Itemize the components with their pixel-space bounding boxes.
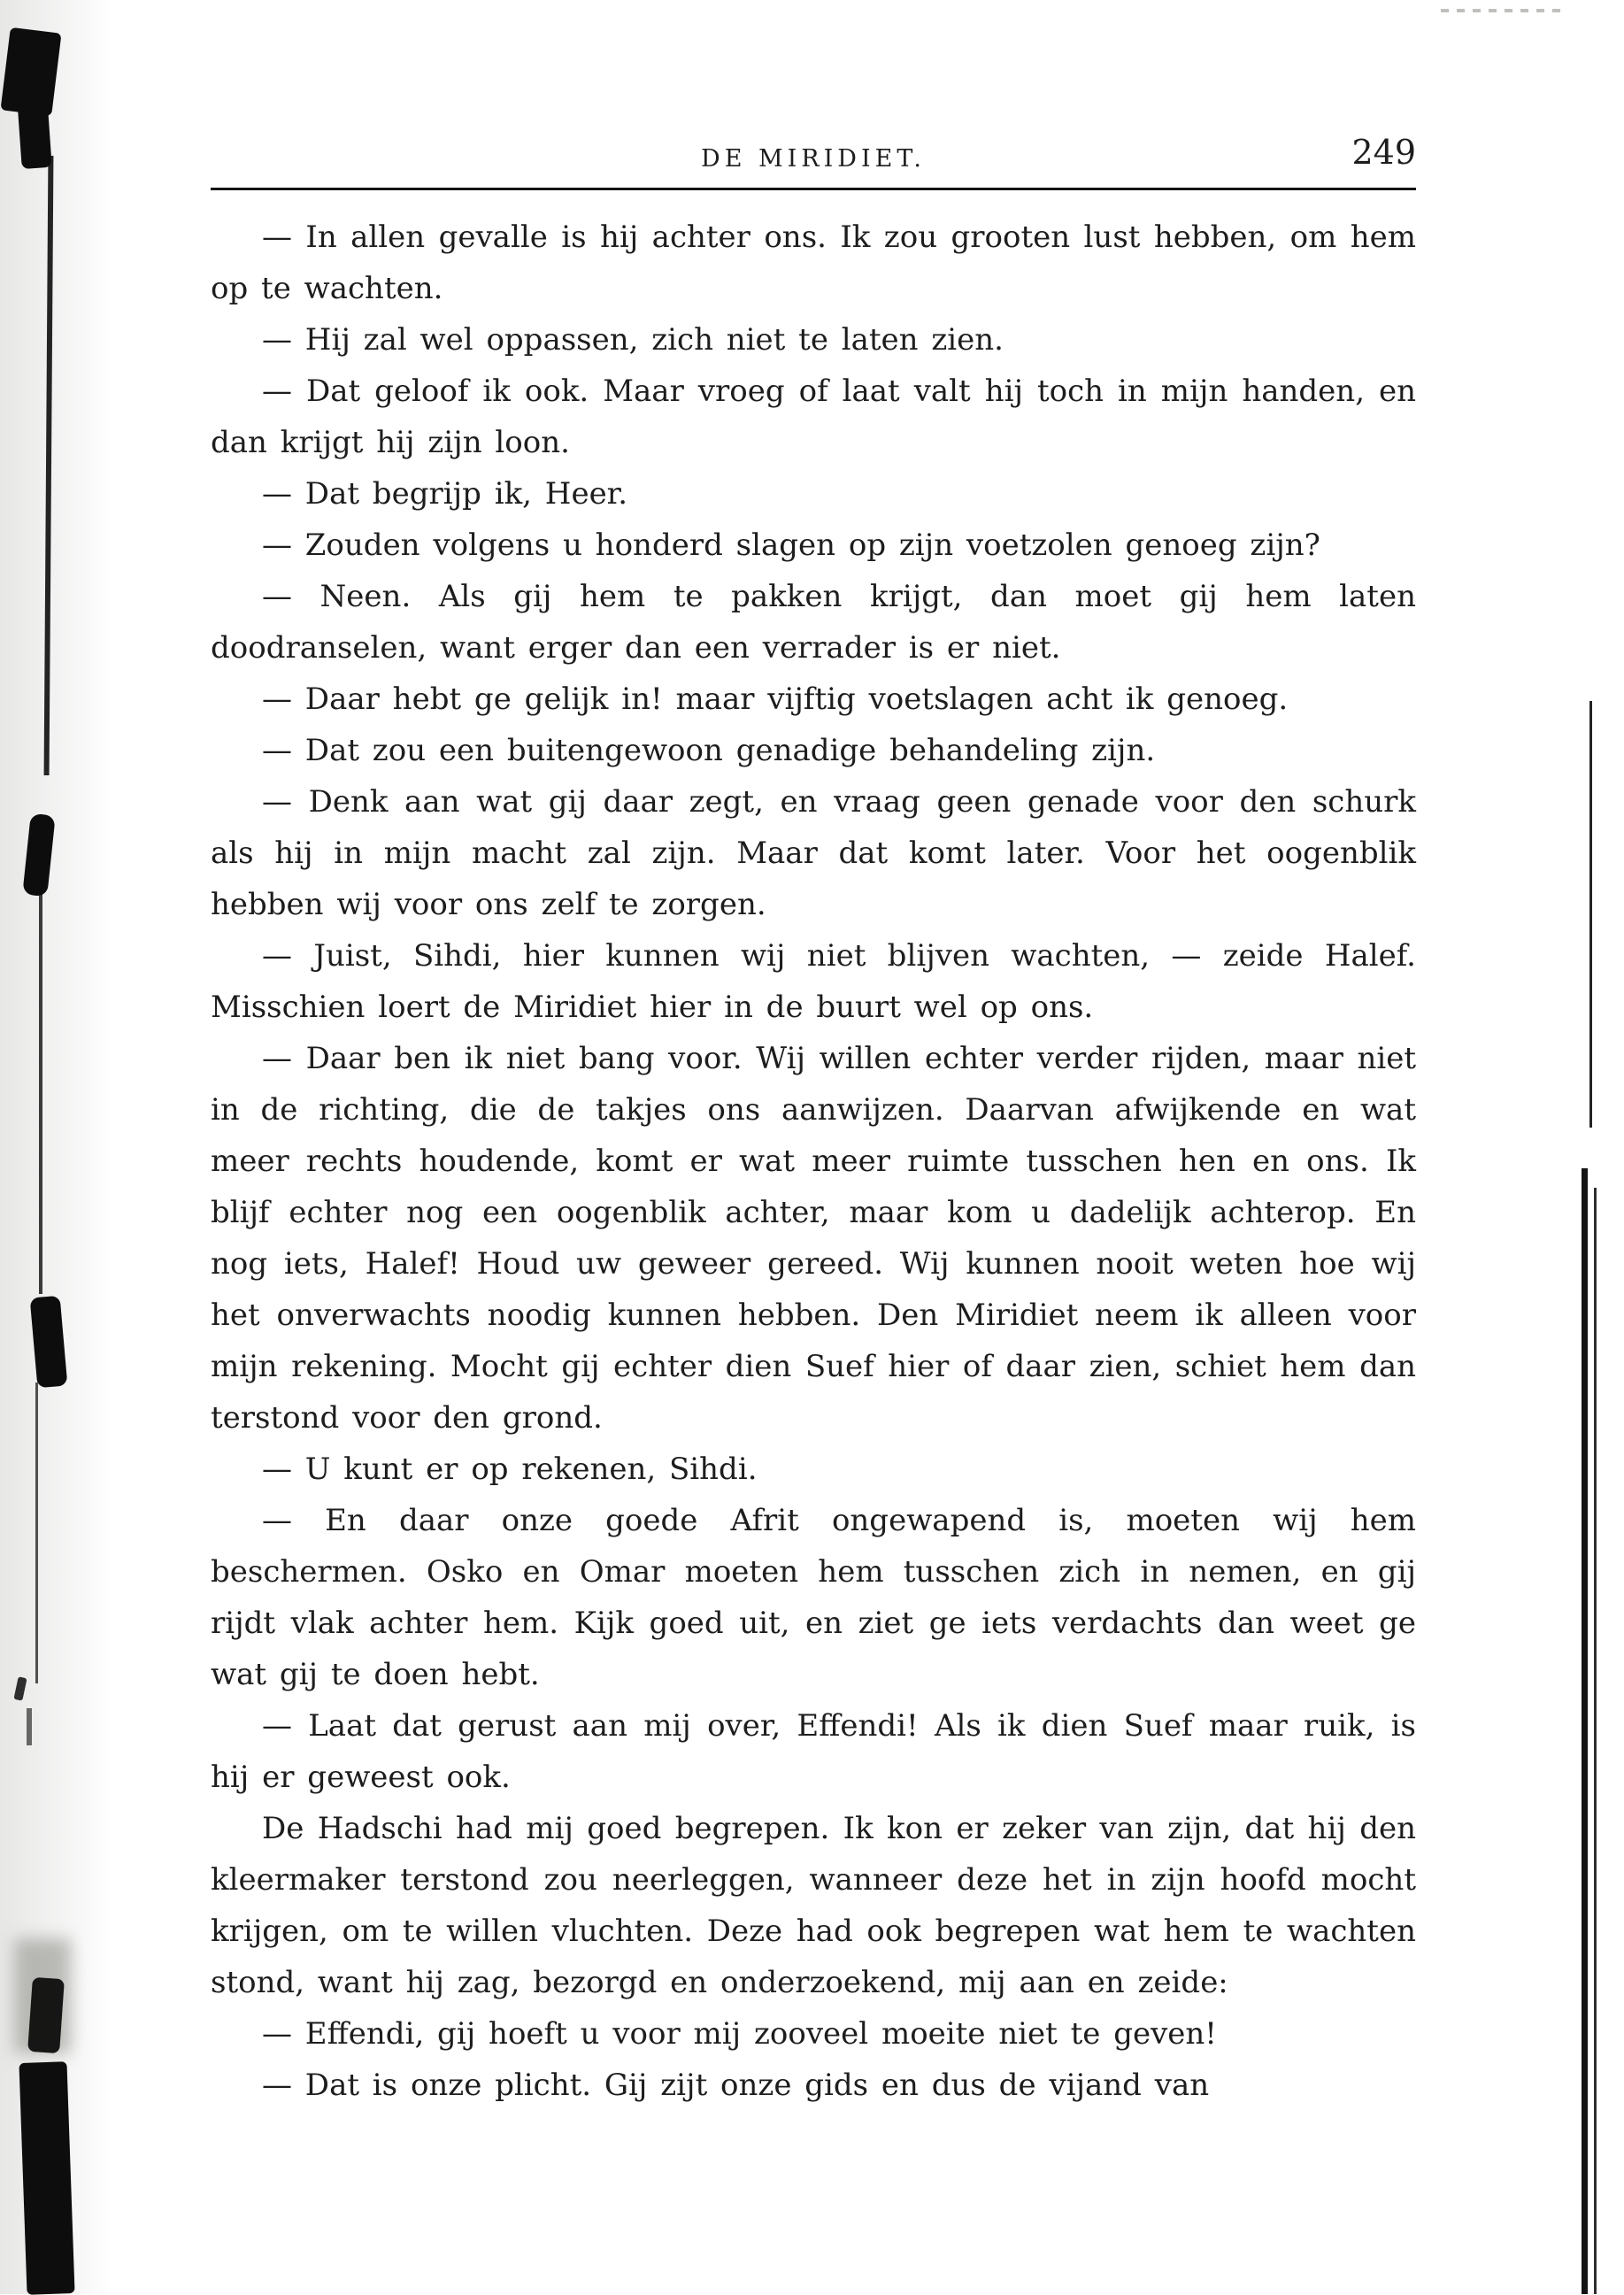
paragraph: De Hadschi had mij goed begrepen. Ik kon er zeker van zijn, dat hij den kleermaker terstond zou neerleggen, wanneer deze het in zijn hoofd mocht krijgen, om te willen vluchten. Deze had ook begrepen wat hem te wachten stond, want hij zag, bezorgd en onderzoekend, mij aan en zeide:: [211, 1811, 1416, 2000]
paragraph: — Dat is onze plicht. Gij zijt onze gids en dus de vijand van: [262, 2068, 1210, 2103]
scan-artifact-left-blob3: [27, 1977, 65, 2053]
paragraph: — Denk aan wat gij daar zegt, en vraag geen genade voor den schurk als hij in mijn macht zal zijn. Maar dat komt later. Voor het oogenblik hebben wij voor ons zelf te zorgen.: [211, 784, 1416, 922]
paragraph: — Dat zou een buitengewoon genadige behandeling zijn.: [262, 733, 1156, 768]
paragraph: — U kunt er op rekenen, Sihdi.: [262, 1452, 758, 1487]
paragraph: — Juist, Sihdi, hier kunnen wij niet blijven wachten, — zeide Halef. Misschien loert de Miridiet hier in de buurt wel op ons.: [211, 938, 1416, 1025]
paragraph: — Dat geloof ik ook. Maar vroeg of laat valt hij toch in mijn handen, en dan krijgt hij zijn loon.: [211, 374, 1416, 460]
header-rule: [211, 188, 1416, 190]
scan-artifact-right-line-thin: [1594, 1188, 1597, 2294]
paragraph: — Zouden volgens u honderd slagen op zijn voetzolen genoeg zijn?: [262, 528, 1320, 563]
running-title: DE MIRIDIET.: [701, 145, 926, 173]
scan-artifact-left-line2: [39, 887, 42, 1294]
paragraph: — Neen. Als gij hem te pakken krijgt, dan moet gij hem laten doodranselen, want erger dan een verrader is er niet.: [211, 579, 1416, 666]
scan-artifact-left-tick2: [27, 1708, 32, 1745]
page-header: [211, 131, 1416, 182]
paragraph: — Dat begrijp ik, Heer.: [262, 476, 628, 512]
paragraph: — In allen gevalle is hij achter ons. Ik zou grooten lust hebben, om hem op te wachten.: [211, 219, 1416, 306]
scan-artifact-right-line-upper: [1589, 701, 1592, 1128]
paragraph: — Daar ben ik niet bang voor. Wij willen echter verder rijden, maar niet in de richting, die de takjes ons aanwijzen. Daarvan afwijkende en wat meer rechts houdende, komt er wat meer ruimte tusschen hen en ons. Ik blijf echter nog een oogenblik achter, maar kom u dadelijk achterop. En nog iets, Halef! Houd uw geweer gereed. Wij kunnen nooit weten hoe wij het onverwachts noodig kunnen hebben. Den Miridiet neem ik alleen voor mijn rekening. Mocht gij echter dien Suef hier of daar zien, schiet hem dan terstond voor den grond.: [211, 1041, 1416, 1436]
page-number: 249: [1351, 133, 1416, 172]
scan-artifact-left-top2: [17, 96, 51, 169]
paragraph: — Effendi, gij hoeft u voor mij zooveel moeite niet te geven!: [262, 2016, 1217, 2052]
scan-artifact-left-line: [44, 156, 54, 775]
book-page: [211, 131, 1416, 2111]
page-body-text: [211, 212, 1416, 2111]
scan-artifact-top-right-dashes: [1441, 9, 1565, 12]
paragraph: — Hij zal wel oppassen, zich niet te laten zien.: [262, 322, 1004, 358]
scan-artifact-left-tick: [13, 1676, 27, 1701]
paragraph: — En daar onze goede Afrit ongewapend is, moeten wij hem beschermen. Osko en Omar moeten hem tusschen zich in nemen, en gij rijdt vlak achter hem. Kijk goed uit, en ziet ge iets verdachts dan weet ge wat gij te doen hebt.: [211, 1503, 1416, 1692]
scan-artifact-left-bottom: [19, 2061, 74, 2295]
paragraph: — Daar hebt ge gelijk in! maar vijftig voetslagen acht ik genoeg.: [262, 682, 1289, 717]
scan-artifact-right-line-lower: [1582, 1168, 1588, 2294]
scan-artifact-left-line3: [35, 1382, 38, 1683]
scan-artifact-left-blob: [22, 813, 55, 897]
paragraph: — Laat dat gerust aan mij over, Effendi! Als ik dien Suef maar ruik, is hij er geweest ook.: [211, 1708, 1416, 1795]
scan-artifact-left-blob2: [30, 1296, 68, 1389]
